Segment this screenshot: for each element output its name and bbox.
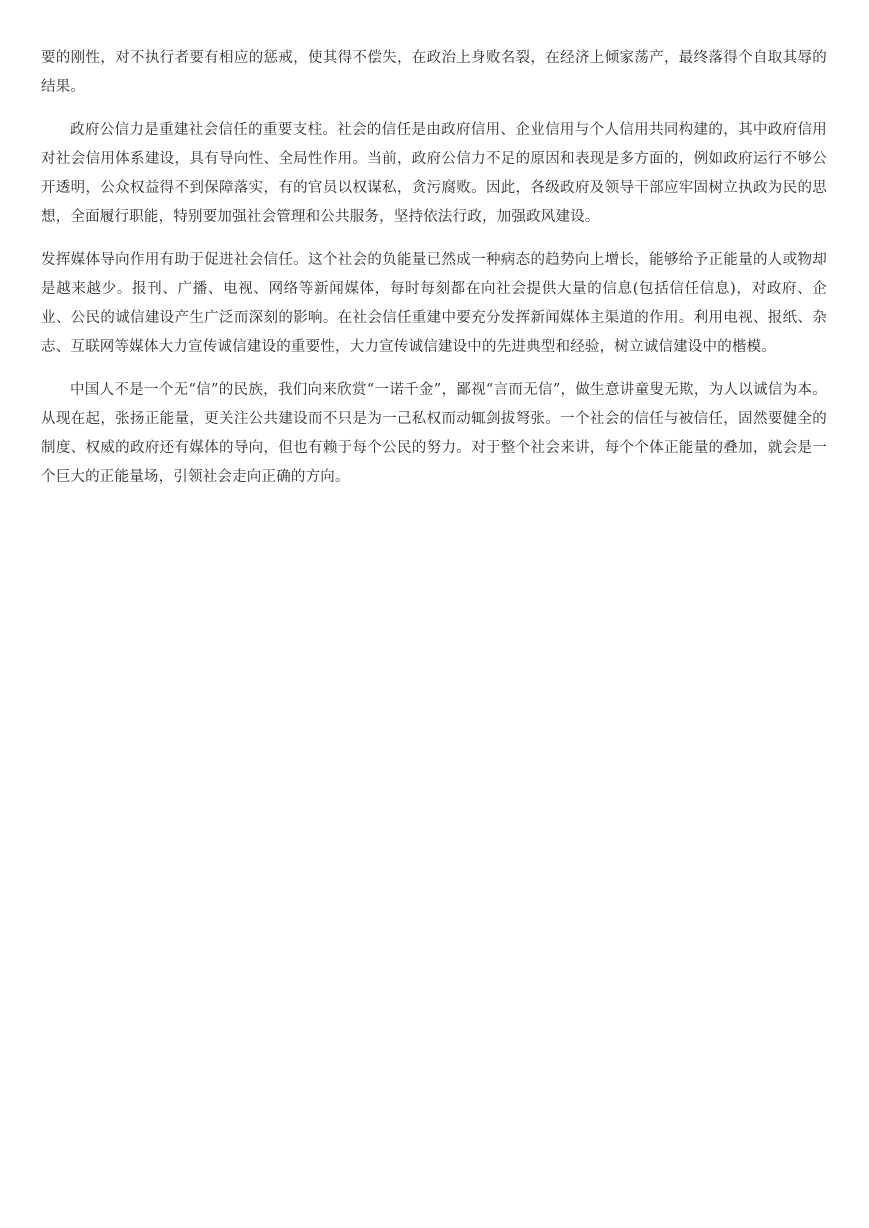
paragraph-1: 要的刚性，对不执行者要有相应的惩戒，使其得不偿失，在政治上身败名裂，在经济上倾家荡产，最终落得个自取其辱的结果。 <box>41 50 827 95</box>
paragraph-4: 中国人不是一个无“信”的民族，我们向来欣赏“一诺千金”，鄙视“言而无信”，做生意讲童叟无欺，为人以诚信为本。从现在起，张扬正能量，更关注公共建设而不只是为一己私权而动辄剑拔弩张。一个社会的信任与被信任，固然要健全的制度、权威的政府还有媒体的导向，但也有赖于每个公民的努力。对于整个社会来讲，每个个体正能量的叠加，就会是一个巨大的正能量场，引领社会走向正确的方向。 <box>41 382 827 485</box>
paragraph-3: 发挥媒体导向作用有助于促进社会信任。这个社会的负能量已然成一种病态的趋势向上增长，能够给予正能量的人或物却是越来越少。报刊、广播、电视、网络等新闻媒体，每时每刻都在向社会提供大量的信息(包括信任信息)，对政府、企业、公民的诚信建设产生广泛而深刻的影响。在社会信任重建中要充分发挥新闻媒体主渠道的作用。利用电视、报纸、杂志、互联网等媒体大力宣传诚信建设的重要性，大力宣传诚信建设中的先进典型和经验，树立诚信建设中的楷模。 <box>41 252 827 355</box>
paragraph-2: 政府公信力是重建社会信任的重要支柱。社会的信任是由政府信用、企业信用与个人信用共同构建的，其中政府信用对社会信用体系建设，具有导向性、全局性作用。当前，政府公信力不足的原因和表现是多方面的，例如政府运行不够公开透明，公众权益得不到保障落实，有的官员以权谋私，贪污腐败。因此，各级政府及领导干部应牢固树立执政为民的思想，全面履行职能，特别要加强社会管理和公共服务，坚持依法行政，加强政风建设。 <box>41 122 827 225</box>
document-body <box>41 44 827 506</box>
